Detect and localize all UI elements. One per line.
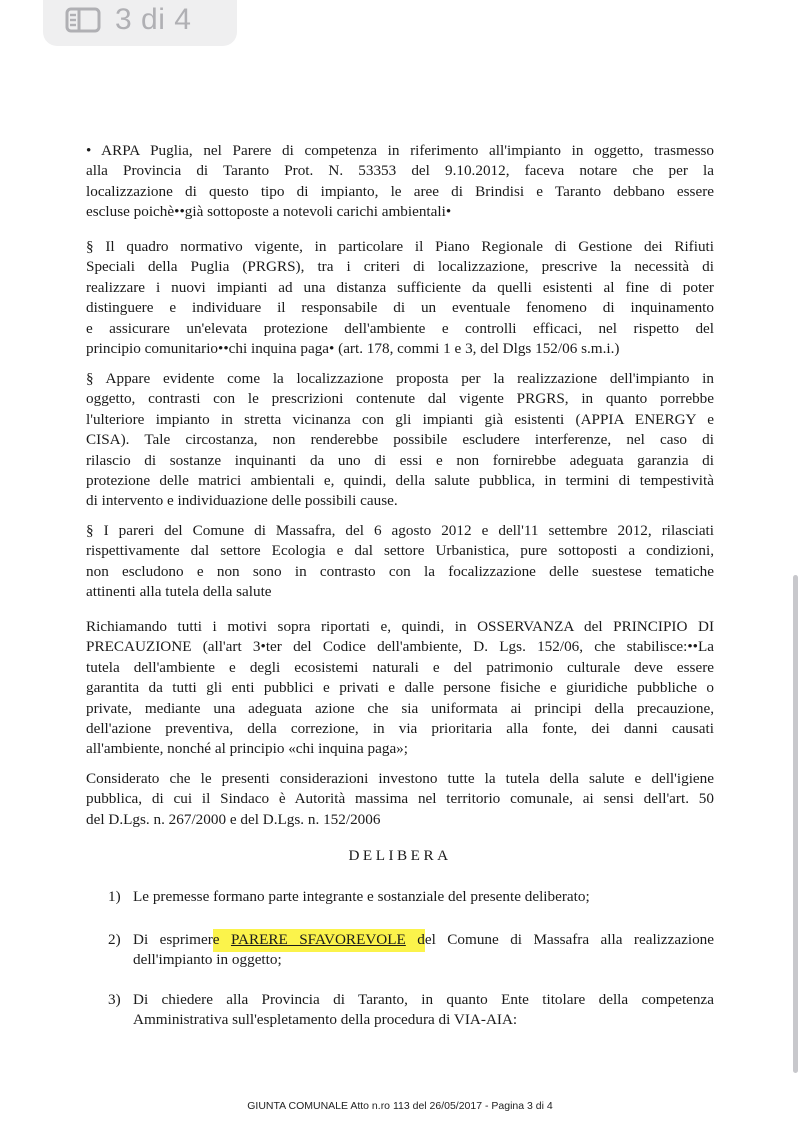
vertical-scrollbar[interactable] bbox=[793, 575, 798, 1073]
text-line: rilascio di sostanze inquinanti da uno di essi e non fornirebbe adeguata garanzia di bbox=[86, 451, 714, 469]
text-line: private, mediante una adeguata azione che sia uniformata ai principi della precauzione, bbox=[86, 699, 714, 717]
text-line: all'ambiente, nonché al principio «chi inquina paga»; bbox=[86, 740, 408, 758]
paragraph-arpa-puglia bbox=[86, 141, 714, 223]
text-segment: e bbox=[212, 931, 231, 948]
text-line: Speciali della Puglia (PRGRS), tra i criteri di localizzazione, prescrive la necessità di bbox=[86, 258, 714, 276]
paragraph-richiamando bbox=[86, 617, 714, 760]
delibera-heading: DELIBERA bbox=[348, 847, 452, 864]
text-line: rispettivamente dal settore Ecologia e dal settore Urbanistica, pure sottoposti a condizioni, bbox=[86, 542, 714, 560]
text-line: alla Provincia di Taranto Prot. N. 53353 del 9.10.2012, faceva notare che per la bbox=[86, 162, 714, 180]
text-line: Amministrativa sull'espletamento della procedura di VIA-AIA: bbox=[133, 1011, 518, 1029]
text-line: e assicurare un'elevata protezione dell'ambiente e controlli efficaci, nel rispetto del bbox=[86, 319, 714, 337]
text-line: di intervento e individuazione delle possibili cause. bbox=[86, 492, 398, 510]
sidebar-icon[interactable] bbox=[65, 7, 101, 33]
highlighter-mark bbox=[213, 929, 425, 952]
paragraph-pareri-comune bbox=[86, 521, 714, 603]
page-footer: GIUNTA COMUNALE Atto n.ro 113 del 26/05/2017 - Pagina 3 di 4 bbox=[247, 1100, 553, 1112]
text-line: localizzazione di questo tipo di impianto, le aree di Brindisi e Taranto debbano essere bbox=[86, 182, 714, 200]
text-line: • ARPA Puglia, nel Parere di competenza in riferimento all'impianto in oggetto, trasmesso bbox=[86, 142, 714, 159]
text-line: § Appare evidente come la localizzazione proposta per la realizzazione dell'impianto in bbox=[86, 370, 714, 387]
text-line: attinenti alla tutela della salute bbox=[86, 583, 272, 601]
text-line: tutela dell'ambiente e degli ecosistemi naturali e del patrimonio culturale deve essere bbox=[86, 658, 714, 676]
text-line: garantita da tutti gli enti pubblici e privati e dalle persone fisiche e giuridiche pubbliche o bbox=[86, 679, 714, 697]
page-indicator-badge[interactable] bbox=[43, 0, 237, 46]
text-line: dell'azione preventiva, della correzione, in via prioritaria alla fonte, dei danni causati bbox=[86, 720, 714, 738]
text-line: Le premesse formano parte integrante e sostanziale del presente deliberato; bbox=[133, 888, 590, 905]
text-line: Di chiedere alla Provincia di Taranto, in quanto Ente titolare della competenza bbox=[133, 991, 714, 1008]
text-line bbox=[133, 930, 714, 950]
text-line: § I pareri del Comune di Massafra, del 6 agosto 2012 e dell'11 settembre 2012, rilasciati bbox=[86, 522, 714, 539]
text-line: Considerato che le presenti considerazioni investono tutte la tutela della salute e dell'igiene bbox=[86, 770, 714, 787]
text-line: PRECAUZIONE (all'art 3•ter del Codice dell'ambiente, D. Lgs. 152/06, che stabilisce:••La bbox=[86, 638, 714, 656]
text-line: CISA). Tale circostanza, non renderebbe possibile escludere interferenze, nel caso di bbox=[86, 431, 714, 449]
text-line: Richiamando tutti i motivi sopra riportati e, quindi, in OSSERVANZA del PRINCIPIO DI bbox=[86, 618, 714, 635]
paragraph-localizzazione bbox=[86, 369, 714, 512]
paragraph-considerato bbox=[86, 769, 714, 830]
text-line: realizzare i nuovi impianti ad una distanza sufficiente da quelli esistenti al fine di poter bbox=[86, 278, 714, 296]
text-line: pubblica, di cui il Sindaco è Autorità massima nel territorio comunale, ai sensi dell'art. 50 bbox=[86, 790, 714, 808]
text-segment: Di esprimer bbox=[133, 931, 213, 948]
paragraph-quadro-normativo bbox=[86, 237, 714, 359]
list-number: 2) bbox=[108, 931, 121, 948]
text-line: § Il quadro normativo vigente, in particolare il Piano Regionale di Gestione dei Rifiuti bbox=[86, 238, 714, 255]
text-line: oggetto, contrasti con le prescrizioni contenute dal vigente PRGRS, in quanto porrebbe bbox=[86, 390, 714, 408]
page-indicator-text: 3 di 4 bbox=[115, 3, 192, 36]
list-number: 1) bbox=[108, 888, 121, 905]
text-line: principio comunitario••chi inquina paga• (art. 178, commi 1 e 3, del Dlgs 152/06 s.m.i.) bbox=[86, 340, 620, 358]
list-number: 3) bbox=[108, 991, 121, 1008]
parere-sfavorevole-highlight: PARERE SFAVOREVOLE bbox=[230, 931, 406, 948]
text-line: l'ulteriore impianto in stretta vicinanza con gli impianti già esistenti (APPIA ENERGY e bbox=[86, 410, 714, 428]
text-segment: d bbox=[405, 931, 425, 948]
text-line: protezione delle matrici ambientali e, quindi, della salute pubblica, in termini di tempestività bbox=[86, 472, 714, 490]
text-line: distinguere e individuare il responsabile di un eventuale fenomeno di inquinamento bbox=[86, 299, 714, 317]
text-line: escluse poichè••già sottoposte a notevoli carichi ambientali• bbox=[86, 203, 452, 221]
text-segment: el Comune di Massafra alla realizzazione bbox=[424, 931, 715, 948]
text-line: non escludono e non sono in contrasto con la focalizzazione delle suestese tematiche bbox=[86, 562, 714, 580]
text-line: dell'impianto in oggetto; bbox=[133, 951, 282, 969]
text-line: del D.Lgs. n. 267/2000 e del D.Lgs. n. 152/2006 bbox=[86, 810, 381, 828]
